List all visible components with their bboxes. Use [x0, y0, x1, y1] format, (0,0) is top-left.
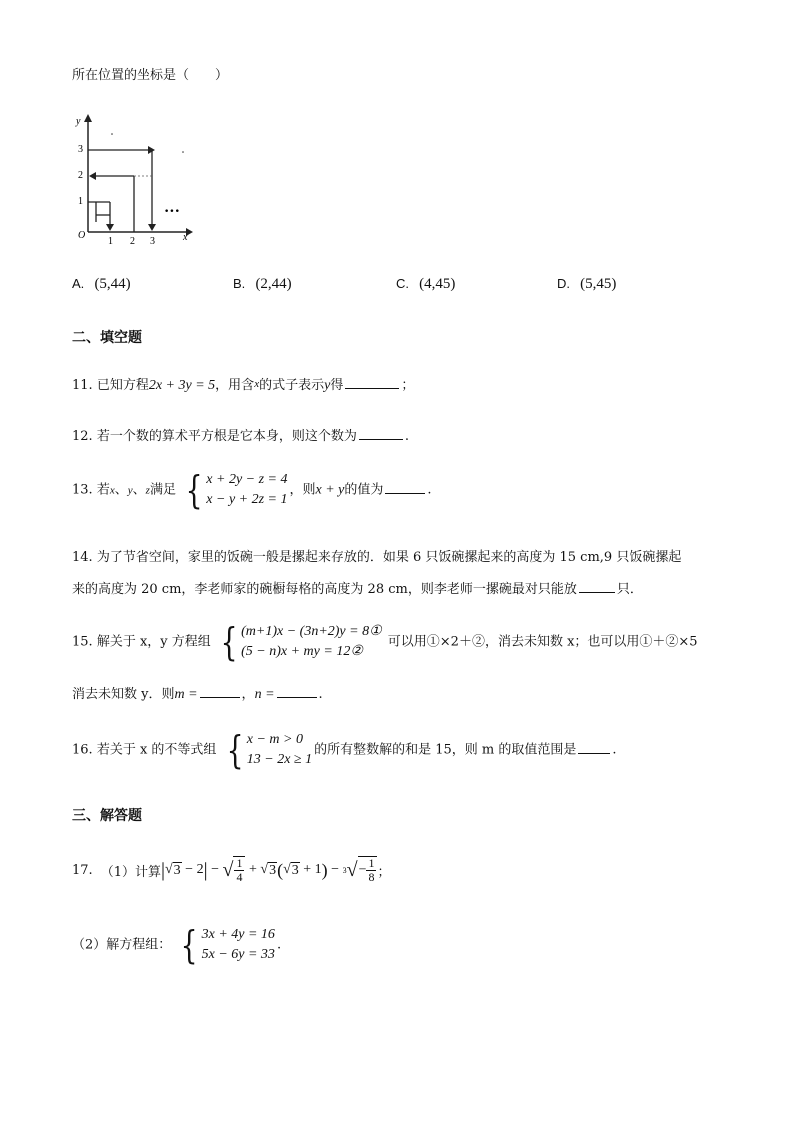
brace-icon: { [226, 728, 244, 772]
text: 消去未知数 y．则 [72, 687, 175, 702]
text: 可以用①×2＋②，消去未知数 x；也可以用①＋②×5 [387, 634, 698, 650]
question-16 [72, 730, 617, 770]
option-a-value: (5,44) [94, 276, 131, 292]
math-expression: x + y [315, 482, 345, 498]
y-tick-1: 1 [78, 196, 83, 207]
question-11 [72, 374, 414, 394]
answer-blank[interactable] [579, 580, 615, 593]
section-heading-solve: 三、解答题 [72, 808, 142, 824]
option-b[interactable] [233, 276, 292, 293]
text: . [276, 937, 282, 953]
inequality-line: x − m > 0 [246, 732, 303, 747]
brace-icon: { [220, 620, 238, 664]
question-17-part-2 [72, 925, 281, 965]
option-c-value: (4,45) [419, 276, 456, 292]
scan-dot [111, 133, 113, 135]
question-number: 16. [72, 742, 93, 758]
question-number: 14. [72, 550, 93, 565]
text: 的所有整数解的和是 15，则 m 的取值范围是 [314, 742, 577, 758]
question-14-line-2 [72, 578, 643, 597]
text: 解关于 x，y 方程组 [96, 634, 211, 650]
origin-label: O [78, 230, 86, 241]
x-tick-1: 1 [108, 236, 113, 245]
option-b-value: (2,44) [255, 276, 292, 292]
option-c-label: C. [396, 276, 409, 291]
answer-blank[interactable] [345, 376, 399, 389]
option-a-label: A. [72, 276, 85, 291]
equation-system [217, 622, 382, 662]
text: 为了节省空间，家里的饭碗一般是摞起来存放的．如果 6 只饭碗摞起来的高度为 15 cm,9 只饭碗摞起 [96, 550, 682, 565]
question-number: 11. [72, 378, 93, 393]
inequality-system [223, 730, 313, 770]
text: （1）计算 [100, 864, 161, 880]
y-axis-label: y [76, 116, 81, 127]
x-axis-label: x [183, 232, 188, 243]
text: 若关于 x 的不等式组 [96, 742, 217, 758]
option-a[interactable] [72, 276, 131, 293]
text: 若 [96, 482, 110, 498]
text: 的式子表示 [259, 378, 325, 393]
question-15-line-1 [72, 622, 698, 662]
section-heading-fill-blank: 二、填空题 [72, 330, 142, 346]
option-c[interactable] [396, 276, 455, 293]
math-var: n = [254, 687, 275, 702]
path-lines [88, 150, 152, 232]
inequality-line: 13 − 2x ≥ 1 [246, 752, 313, 767]
question-number: 15. [72, 634, 93, 650]
question-15-line-2 [72, 683, 323, 703]
text: 若一个数的算术平方根是它本身，则这个数为 [96, 429, 357, 444]
x-tick-3: 3 [150, 236, 155, 245]
text: . [427, 482, 432, 498]
text: . [318, 687, 323, 702]
question-17-part-1 [72, 856, 390, 884]
text: 的值为 [344, 482, 384, 498]
answer-blank[interactable] [578, 741, 610, 754]
text: ， [241, 687, 255, 702]
option-d[interactable] [557, 276, 616, 293]
text: ； [377, 864, 391, 880]
scan-dot [182, 151, 184, 153]
equation-line: x + 2y − z = 4 [206, 472, 288, 487]
math-var: x [254, 378, 260, 390]
coordinate-graph [70, 110, 195, 245]
text: 、 [114, 482, 128, 498]
math-var: y [127, 484, 133, 497]
brace-icon: { [181, 923, 198, 967]
question-number: 12. [72, 429, 93, 444]
question-12 [72, 425, 409, 444]
math-var: y [324, 378, 331, 393]
text: 只． [616, 582, 643, 597]
text: ，用含 [215, 378, 255, 393]
equation-line: 5x − 6y = 33 [201, 947, 275, 962]
text: . [404, 429, 409, 444]
x-tick-2: 2 [130, 236, 135, 245]
equation-system [177, 925, 275, 965]
brace-icon: { [185, 468, 203, 512]
y-tick-3: 3 [78, 144, 83, 155]
text: ； [401, 378, 415, 393]
y-axis-arrow [84, 114, 92, 122]
equation-line: 3x + 4y = 16 [201, 927, 275, 942]
equation-line: (5 − n)x + my = 12② [241, 644, 363, 659]
math-var: z [145, 484, 150, 497]
text: ，则 [289, 482, 316, 498]
question-14-line-1 [72, 546, 681, 565]
text: （2）解方程组： [72, 937, 172, 953]
equation-system [182, 470, 287, 510]
option-d-label: D. [557, 276, 570, 291]
question-13 [72, 470, 432, 510]
equation-line: x − y + 2z = 1 [206, 492, 288, 507]
text: 、 [132, 482, 146, 498]
answer-blank[interactable] [385, 481, 425, 494]
text: 得 [330, 378, 344, 393]
question-number: 13. [72, 482, 93, 498]
math-var: x [109, 484, 115, 497]
text: 来的高度为 20 cm，李老师家的碗橱每格的高度为 28 cm，则李老师一摞碗最对只能放 [72, 582, 577, 597]
option-b-label: B. [233, 276, 246, 291]
question-number: 17. [72, 862, 93, 878]
math-var: m = [174, 687, 198, 702]
option-d-value: (5,45) [580, 276, 617, 292]
y-tick-2: 2 [78, 170, 83, 181]
math-equation: 2x + 3y = 5 [148, 378, 216, 393]
answer-blank-n[interactable] [277, 685, 317, 698]
answer-blank-m[interactable] [200, 685, 240, 698]
text: 已知方程 [96, 378, 149, 393]
equation-line: (m+1)x − (3n+2)y = 8① [241, 624, 382, 639]
continuation-dots: ••• [164, 207, 180, 217]
answer-blank[interactable] [359, 427, 403, 440]
calculation-expression: | √ 3 − 2 | − √ $\frac{1}{4}$ + √ 3 ( √ 3 + 1 ) − 3 √ − $\frac{1}{8}$ [161, 856, 378, 884]
text: 满足 [149, 482, 176, 498]
text: . [612, 742, 617, 758]
question-10-stem: 所在位置的坐标是（ ） [72, 68, 229, 83]
path-arrows [89, 146, 156, 231]
